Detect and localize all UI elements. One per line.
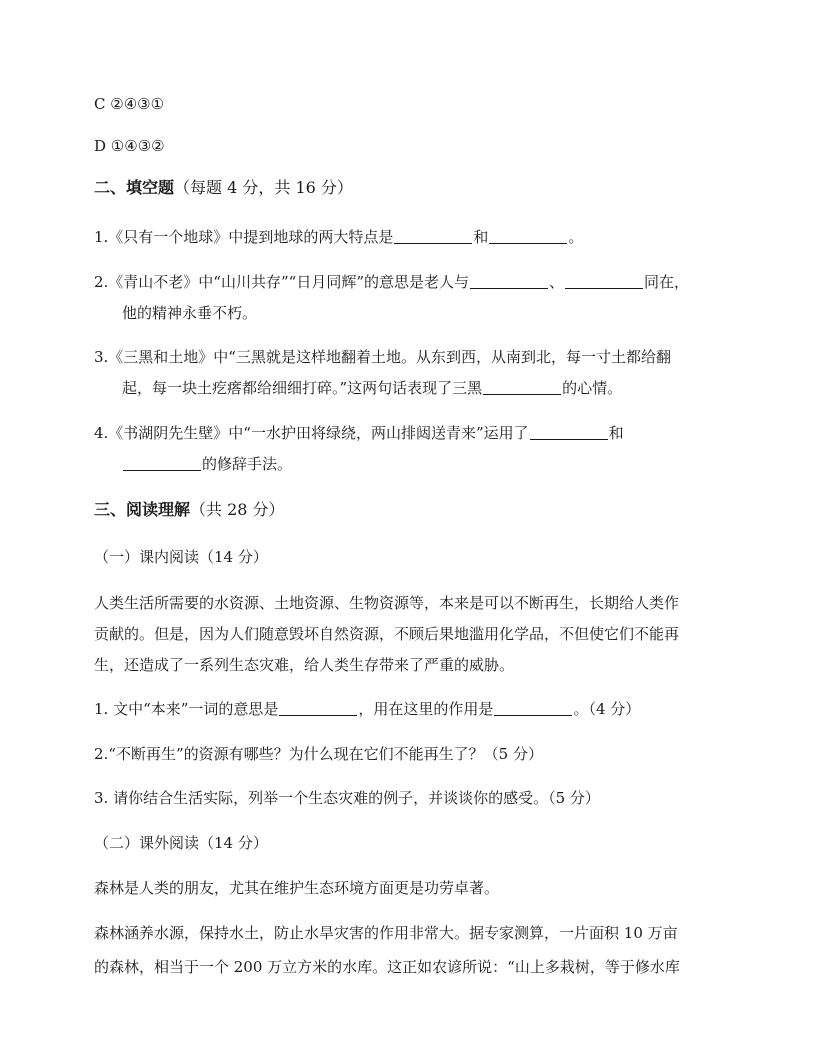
- passage1-line: 生，还造成了一系列生态灾难，给人类生存带来了严重的威胁。: [94, 656, 515, 674]
- q4-text: 4.《书湖阴先生壁》中“一水护田将绿绕，两山排闼送青来”运用了: [94, 424, 529, 442]
- option-d: D ①④③②: [94, 137, 165, 155]
- q3-text: 起，每一块土疙瘩都给细细打碎。”这两句话表现了三黑: [122, 379, 483, 397]
- q2-sep: 、: [549, 273, 565, 291]
- fill-question-1: [94, 226, 583, 248]
- reading-question-1: [94, 698, 640, 720]
- answer-blank[interactable]: [470, 273, 548, 289]
- q4-end: 的修辞手法。: [202, 455, 293, 473]
- reading-question-2: 2.“不断再生”的资源有哪些？为什么现在它们不能再生了？（5 分）: [94, 745, 543, 763]
- q1-text: 1.《只有一个地球》中提到地球的两大特点是: [94, 228, 394, 246]
- option-c: C ②④③①: [94, 95, 165, 113]
- q4-and: 和: [608, 424, 624, 442]
- passage1-line: 贡献的。但是，因为人们随意毁坏自然资源，不顾后果地滥用化学品，不但使它们不能再: [94, 625, 680, 643]
- part1-title: （一）课内阅读（14 分）: [94, 548, 268, 566]
- rq1-mid: ，用在这里的作用是: [358, 700, 494, 718]
- answer-blank[interactable]: [489, 228, 567, 244]
- q3-continuation: [122, 377, 622, 399]
- answer-blank[interactable]: [279, 700, 357, 716]
- q4-continuation: [122, 453, 292, 475]
- section2-title: 二、填空题: [94, 178, 175, 197]
- passage1-line: 人类生活所需要的水资源、土地资源、生物资源等，本来是可以不断再生，长期给人类作: [94, 594, 680, 612]
- fill-question-2: [94, 271, 689, 293]
- fill-question-3: 3.《三黑和土地》中“三黑就是这样地翻着土地。从东到西，从南到北，每一寸土都给翻: [94, 348, 671, 366]
- part2-title: （二）课外阅读（14 分）: [94, 834, 268, 852]
- section2-heading: [94, 177, 353, 199]
- passage2-paragraph: 森林是人类的朋友，尤其在维护生态环境方面更是功劳卓著。: [94, 879, 500, 897]
- answer-blank[interactable]: [123, 455, 201, 471]
- q2-text: 2.《青山不老》中“山川共存”“日月同辉”的意思是老人与: [94, 273, 469, 291]
- passage2-line: 的森林，相当于一个 200 万立方米的水库。这正如农谚所说：“山上多栽树，等于修水库: [94, 958, 680, 976]
- rq1-end: 。（4 分）: [573, 700, 641, 718]
- section3-title: 三、阅读理解: [94, 500, 191, 519]
- q3-end: 的心情。: [562, 379, 623, 397]
- q1-and: 和: [473, 228, 489, 246]
- q2-end: 同在，: [644, 273, 690, 291]
- fill-question-4: [94, 422, 624, 444]
- answer-blank[interactable]: [530, 424, 608, 440]
- passage2-line: 森林涵养水源，保持水土，防止水旱灾害的作用非常大。据专家测算，一片面积 10 万亩: [94, 924, 678, 942]
- q1-end: 。: [568, 228, 584, 246]
- answer-blank[interactable]: [483, 379, 561, 395]
- answer-blank[interactable]: [565, 273, 643, 289]
- rq1-text: 1. 文中“本来”一词的意思是: [94, 700, 279, 718]
- section3-score: （共 28 分）: [190, 500, 285, 519]
- section2-score: （每题 4 分，共 16 分）: [174, 178, 353, 197]
- q2-continuation: 他的精神永垂不朽。: [122, 304, 258, 322]
- reading-question-3: 3. 请你结合生活实际，列举一个生态灾难的例子，并谈谈你的感受。（5 分）: [94, 789, 600, 807]
- section3-heading: [94, 499, 285, 521]
- answer-blank[interactable]: [494, 700, 572, 716]
- answer-blank[interactable]: [394, 228, 472, 244]
